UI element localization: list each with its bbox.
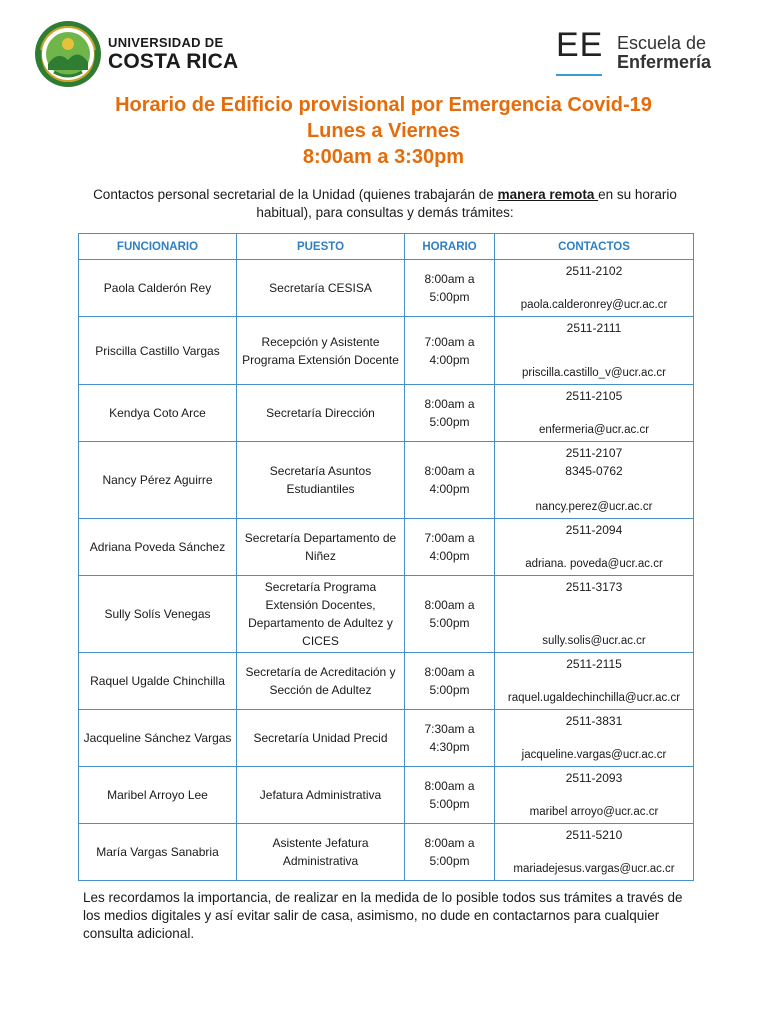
staff-contact	[495, 824, 694, 881]
staff-role: Asistente Jefatura Administrativa	[237, 824, 405, 881]
staff-hours: 8:00am a 5:00pm	[405, 576, 495, 653]
staff-email: adriana. poveda@ucr.ac.cr	[525, 558, 663, 570]
staff-hours: 8:00am a 5:00pm	[405, 767, 495, 824]
staff-email: sully.solis@ucr.ac.cr	[542, 635, 646, 647]
table-row	[79, 824, 694, 881]
staff-contact	[495, 710, 694, 767]
staff-hours: 8:00am a 5:00pm	[405, 824, 495, 881]
staff-email: maribel arroyo@ucr.ac.cr	[529, 806, 659, 818]
intro-before: Contactos personal secretarial de la Unidad (quienes trabajarán de	[93, 187, 498, 202]
table-row	[79, 385, 694, 442]
staff-phone: 2511-2107 8345-0762	[565, 446, 623, 478]
staff-contact	[495, 767, 694, 824]
staff-role: Secretaría Programa Extensión Docentes, Departamento de Adultez y CICES	[237, 576, 405, 653]
table-row	[79, 767, 694, 824]
header-funcionario: FUNCIONARIO	[79, 234, 237, 260]
ucr-name-line2: COSTA RICA	[108, 50, 239, 73]
title-line3: 8:00am a 3:30pm	[302, 146, 465, 168]
staff-phone: 2511-2111	[566, 321, 622, 335]
table-row	[79, 317, 694, 385]
staff-contact	[495, 442, 694, 519]
ucr-name-line1: UNIVERSIDAD DE	[108, 35, 224, 50]
header-puesto: PUESTO	[237, 234, 405, 260]
staff-email: nancy.perez@ucr.ac.cr	[535, 501, 653, 513]
ee-logo	[556, 28, 711, 82]
staff-name: Kendya Coto Arce	[79, 385, 237, 442]
staff-phone: 2511-2094	[565, 523, 623, 537]
staff-contact	[495, 519, 694, 576]
ee-accent-bar	[556, 74, 602, 76]
staff-hours: 8:00am a 5:00pm	[405, 653, 495, 710]
staff-role: Jefatura Administrativa	[237, 767, 405, 824]
table-body	[79, 260, 694, 881]
intro-after: en su horario habitual), para consultas y demás trámites:	[256, 187, 677, 220]
table-header-row	[79, 234, 694, 260]
staff-name: Paola Calderón Rey	[79, 260, 237, 317]
staff-contact	[495, 385, 694, 442]
staff-phone: 2511-3173	[565, 580, 623, 594]
table-row	[79, 260, 694, 317]
ucr-seal-icon	[34, 20, 102, 88]
page-title	[0, 92, 767, 170]
staff-phone: 2511-2102	[565, 264, 623, 278]
staff-contact	[495, 576, 694, 653]
staff-email: priscilla.castillo_v@ucr.ac.cr	[522, 367, 666, 379]
staff-phone: 2511-2115	[566, 657, 622, 671]
intro-emphasis: manera remota	[497, 187, 599, 202]
staff-hours: 7:00am a 4:00pm	[405, 519, 495, 576]
staff-role: Secretaría CESISA	[237, 260, 405, 317]
staff-role: Secretaría Departamento de Niñez	[237, 519, 405, 576]
staff-hours: 8:00am a 5:00pm	[405, 385, 495, 442]
staff-hours: 8:00am a 4:00pm	[405, 442, 495, 519]
staff-hours: 7:30am a 4:30pm	[405, 710, 495, 767]
table-row	[79, 710, 694, 767]
staff-phone: 2511-5210	[565, 828, 623, 842]
ee-mark	[556, 28, 602, 82]
staff-contact	[495, 317, 694, 385]
staff-hours: 7:00am a 4:00pm	[405, 317, 495, 385]
staff-email: enfermeria@ucr.ac.cr	[538, 424, 650, 436]
staff-phone: 2511-3831	[565, 714, 623, 728]
staff-email: mariadejesus.vargas@ucr.ac.cr	[513, 863, 675, 875]
header-horario: HORARIO	[405, 234, 495, 260]
staff-table	[78, 233, 694, 881]
staff-contact	[495, 653, 694, 710]
staff-name: Maribel Arroyo Lee	[79, 767, 237, 824]
ucr-logo	[34, 20, 238, 88]
staff-role: Secretaría Asuntos Estudiantiles	[237, 442, 405, 519]
staff-phone: 2511-2093	[565, 771, 623, 785]
staff-name: Nancy Pérez Aguirre	[79, 442, 237, 519]
staff-name: Sully Solís Venegas	[79, 576, 237, 653]
ee-mark-text: EE	[556, 26, 604, 64]
title-line2: Lunes a Viernes	[306, 120, 461, 142]
staff-hours: 8:00am a 5:00pm	[405, 260, 495, 317]
staff-phone: 2511-2105	[565, 389, 623, 403]
staff-role: Secretaría de Acreditación y Sección de Adultez	[237, 653, 405, 710]
staff-name: Raquel Ugalde Chinchilla	[79, 653, 237, 710]
table-row	[79, 576, 694, 653]
staff-role: Secretaría Dirección	[237, 385, 405, 442]
staff-email: raquel.ugaldechinchilla@ucr.ac.cr	[507, 692, 681, 704]
staff-name: Adriana Poveda Sánchez	[79, 519, 237, 576]
table-row	[79, 519, 694, 576]
staff-name: Priscilla Castillo Vargas	[79, 317, 237, 385]
staff-role: Recepción y Asistente Programa Extensión Docente	[237, 317, 405, 385]
staff-name: María Vargas Sanabria	[79, 824, 237, 881]
table-row	[79, 653, 694, 710]
staff-name: Jacqueline Sánchez Vargas	[79, 710, 237, 767]
staff-role: Secretaría Unidad Precid	[237, 710, 405, 767]
intro-paragraph	[80, 186, 690, 222]
title-line1: Horario de Edificio provisional por Emergencia Covid-19	[115, 94, 652, 116]
ee-name-line2: Enfermería	[617, 51, 712, 72]
header-contactos: CONTACTOS	[495, 234, 694, 260]
footer-note: Les recordamos la importancia, de realizar en la medida de lo posible todos sus trámites a través de los medios digitales y así evitar salir de casa, asimismo, no dude en contactarnos para cualquier consulta adicional.	[83, 890, 683, 941]
ee-name-line1: Escuela de	[617, 33, 707, 53]
staff-contact	[495, 260, 694, 317]
staff-email: paola.calderonrey@ucr.ac.cr	[520, 299, 668, 311]
table-row	[79, 442, 694, 519]
staff-email: jacqueline.vargas@ucr.ac.cr	[521, 749, 667, 761]
